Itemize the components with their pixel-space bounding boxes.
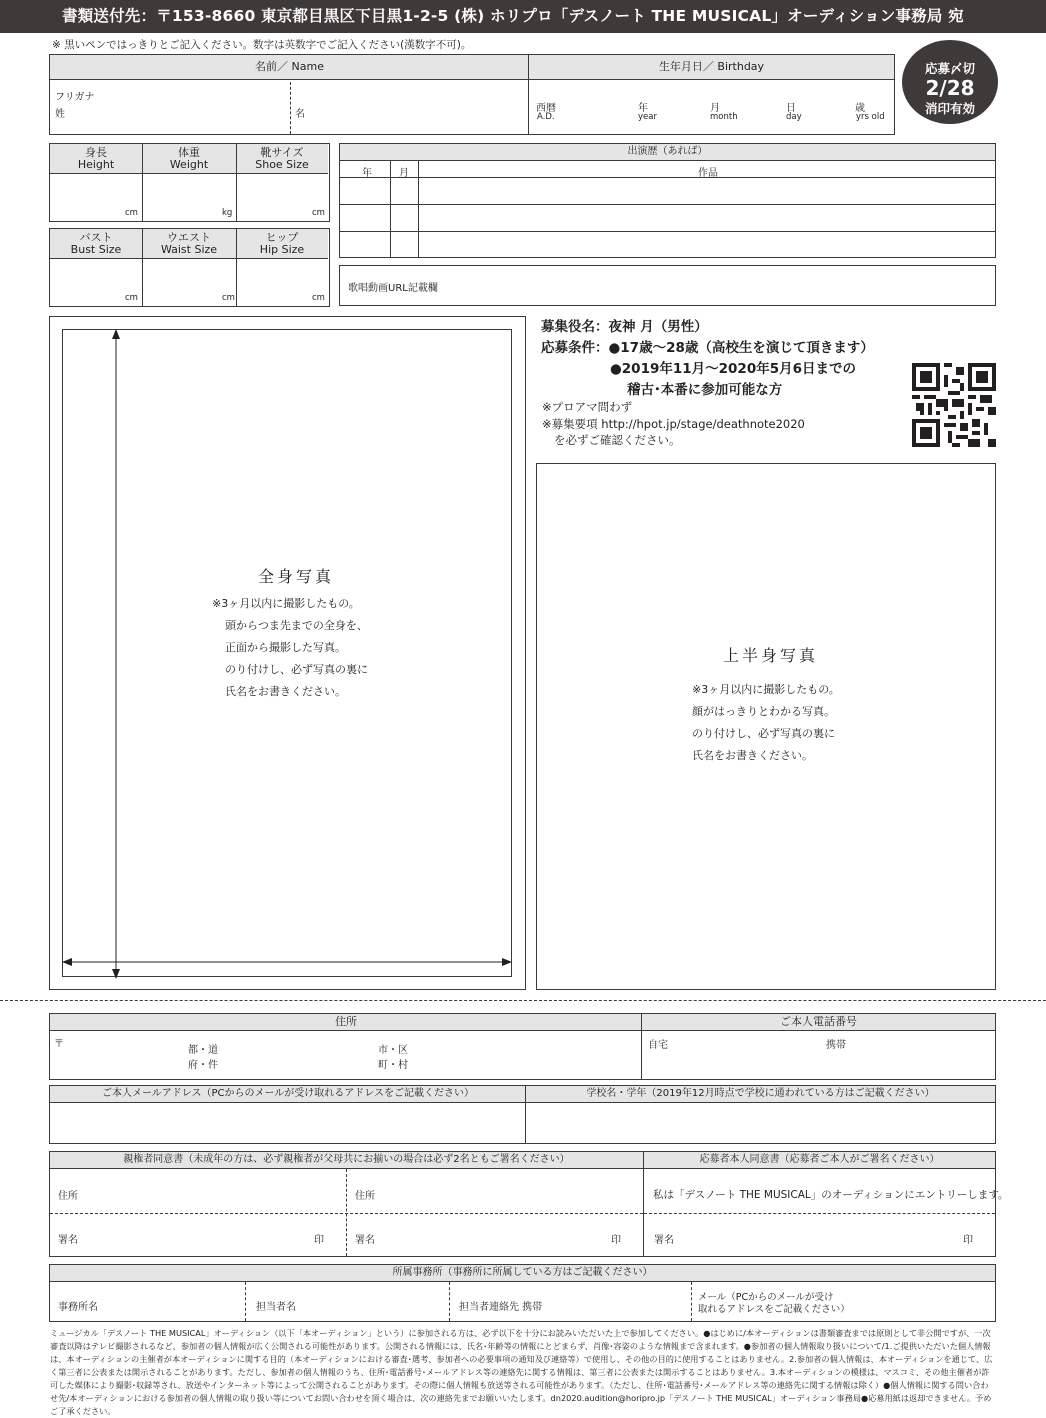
weight-header: 体重 Weight: [142, 144, 236, 174]
deadline-badge: [902, 40, 998, 124]
year-en-label: year: [638, 112, 657, 122]
mailing-address-banner: 書類送付先：〒153-8660 東京都目黒区下目黒1-2-5 (株) ホリプロ「デスノート THE MUSICAL」オーディション事務局 宛: [0, 0, 1046, 33]
upper-photo-note-2: 顔がはっきりとわかる写真。: [692, 705, 835, 718]
history-col-month: 月: [399, 168, 409, 179]
email-header: ご本人メールアドレス（PCからのメールが受け取れるアドレスをご記載ください）: [50, 1086, 526, 1103]
age-label: 歳: [855, 103, 865, 114]
applicant-signature-label: 署名: [654, 1235, 674, 1246]
role-title: 募集役名：夜神 月（男性）: [541, 319, 708, 335]
pro-amateur-note: ※プロアマ問わず: [542, 400, 633, 414]
guardian2-address-label: 住所: [355, 1191, 375, 1202]
age-en-label: yrs old: [856, 112, 885, 122]
full-photo-note-1: ※3ヶ月以内に撮影したもの。: [212, 597, 360, 610]
cut-line: [0, 1000, 1046, 1001]
weight-unit: kg: [222, 208, 233, 218]
full-body-photo-title: 全身写真: [258, 567, 335, 586]
url-label: 歌唱動画URL記載欄: [348, 283, 438, 294]
row-line: [340, 204, 995, 205]
month-label: 月: [710, 103, 720, 114]
entry-statement: 私は「デスノート THE MUSICAL」のオーディションにエントリーします。: [653, 1189, 1009, 1201]
furigana-label: フリガナ: [55, 92, 95, 103]
email-box[interactable]: [49, 1085, 527, 1144]
history-col-work: 作品: [698, 168, 718, 179]
year-label: 年: [638, 103, 648, 114]
guardian-signature-area[interactable]: [50, 1169, 643, 1256]
era-en-label: A.D.: [537, 112, 555, 122]
row-line: [340, 177, 995, 178]
agency-divider: [691, 1282, 692, 1321]
measurements-bottom-box: [49, 228, 330, 307]
guardian1-seal-label: 印: [314, 1235, 324, 1246]
qr-code-icon[interactable]: [912, 363, 996, 447]
divider: [236, 229, 237, 306]
given-name-label: 名: [295, 109, 305, 120]
performance-history-table: [339, 143, 996, 258]
bust-header: バスト Bust Size: [50, 229, 142, 259]
upper-body-photo-area[interactable]: [536, 463, 996, 990]
address-box[interactable]: [49, 1013, 643, 1080]
condition-age: 応募条件：●17歳～28歳（高校生を演じて頂きます）: [541, 340, 874, 356]
address-header: 住所: [50, 1014, 642, 1031]
divider: [142, 229, 143, 306]
full-photo-note-4: のり付けし、必ず写真の裏に: [225, 663, 368, 676]
deadline-label: 応募〆切: [924, 61, 975, 76]
name-box: [49, 54, 530, 135]
divider: [142, 144, 143, 221]
month-en-label: month: [710, 112, 738, 122]
guidelines-note: を必ずご確認ください。: [554, 433, 681, 447]
upper-body-photo-title: 上半身写真: [723, 646, 819, 665]
legal-notice: ミュージカル「デスノート THE MUSICAL」オーディション（以下「本オーディション」という）に参加される方は、必ず以下を十分にお読みいただいた上で参加してください。●はじめに/本オーディションは書類審査までは原則として非公開ですが、一次審査以降はテレビ撮影されるなど、参加者の個人情報が広く公開される可能性があります。公開される情報には、氏名･年齢等の情報にとどまらず、肖像･容姿のような情報まで含まれます。●参加者の個人情報取り扱いについて/1.ご提供いただいた個人情報は、本オーディションの主催者が本オーディションに関する目的（本オーディションにおける審査･選考、参加者への必要事項の通知及び連絡等）で使用し、その他の目的に使用することはありません。2.参加者の個人情報は、本オーディションを通じて、広く第三者に公表または開示されることがあります。ただし、参加者の個人情報のうち、住所･電話番号･メールアドレス等の連絡先に関する情報は、第三者に公表または開示することはありません。3.本オーディションの模様は、マスコミ、その他主催者が許可した媒体により撮影･収録等され、放送やインターネット等によって公開されることがあります。その際に個人情報も放送等される可能性があります。（ただし、住所･電話番号･メールアドレス等の連絡先に関する情報は除く）●個人情報に関する問い合わせ先/本オーディションにおける参加者の個人情報の取り扱い等についてお問い合わせを頂く場合は、次の連絡先までお願いいたします。dn2020.audition@horipro.jp「デスノート THE MUSICAL」オーディション事務局●応募用紙は返却できません。予めご了承ください。: [50, 1328, 993, 1416]
upper-photo-note-1: ※3ヶ月以内に撮影したもの。: [692, 683, 840, 696]
full-photo-note-5: 氏名をお書きください。: [225, 685, 346, 698]
applicant-consent-header: 応募者本人同意書（応募者ご本人がご署名ください）: [644, 1152, 995, 1169]
guidelines-url[interactable]: ※募集要項 http://hpot.jp/stage/deathnote2020: [542, 417, 805, 431]
agency-mail-label-1: メール（PCからのメールが受け: [698, 1292, 834, 1303]
deadline-date: 2/28: [925, 76, 975, 100]
guardian1-address-label: 住所: [58, 1191, 78, 1202]
agency-box[interactable]: [49, 1264, 996, 1322]
history-col-year: 年: [362, 168, 372, 179]
singing-video-url-box[interactable]: [339, 265, 996, 306]
guardian2-seal-label: 印: [611, 1235, 621, 1246]
full-photo-note-3: 正面から撮影した写真。: [225, 641, 346, 654]
shoe-size-unit: cm: [312, 208, 325, 218]
guardian-consent-box: [49, 1151, 644, 1257]
city-label-2: 町・村: [378, 1060, 408, 1071]
upper-photo-note-4: 氏名をお書きください。: [692, 749, 813, 762]
day-en-label: day: [786, 112, 802, 122]
agency-divider: [449, 1282, 450, 1321]
height-header: 身長 Height: [50, 144, 142, 174]
prefecture-label-1: 都・道: [188, 1045, 218, 1056]
postal-mark: 〒: [54, 1039, 64, 1050]
mobile-phone-label: 携帯: [826, 1040, 846, 1051]
agency-person-label: 担当者名: [256, 1302, 296, 1313]
guardian2-signature-label: 署名: [355, 1235, 375, 1246]
school-header: 学校名・学年（2019年12月時点で学校に通われている方はご記載ください）: [526, 1086, 995, 1103]
divider: [418, 161, 419, 257]
condition-period-2: 稽古･本番に参加可能な方: [627, 382, 783, 398]
phone-box[interactable]: [641, 1013, 996, 1080]
phone-header: ご本人電話番号: [642, 1014, 995, 1031]
prefecture-label-2: 府・件: [188, 1060, 218, 1071]
shoe-size-header: 靴サイズ Shoe Size: [236, 144, 328, 174]
agency-contact-label: 担当者連絡先 携帯: [459, 1302, 543, 1313]
birthday-header: 生年月日／ Birthday: [529, 55, 894, 80]
upper-photo-note-3: のり付けし、必ず写真の裏に: [692, 727, 835, 740]
name-input-area[interactable]: [50, 80, 529, 134]
agency-divider: [245, 1282, 246, 1321]
divider: [390, 161, 391, 257]
applicant-seal-label: 印: [963, 1235, 973, 1246]
guardian-header: 親権者同意書（未成年の方は、必ず親権者が父母共にお揃いの場合は必ず2名ともご署名ください）: [50, 1152, 643, 1169]
home-phone-label: 自宅: [648, 1040, 668, 1051]
divider: [236, 144, 237, 221]
hip-unit: cm: [312, 293, 325, 303]
agency-name-label: 事務所名: [58, 1302, 98, 1313]
applicant-signature-area[interactable]: [644, 1213, 995, 1256]
history-header: 出演歴（あれば）: [340, 144, 995, 161]
waist-header: ウエスト Waist Size: [142, 229, 236, 259]
height-unit: cm: [125, 208, 138, 218]
guardian1-signature-label: 署名: [58, 1235, 78, 1246]
waist-unit: cm: [222, 293, 235, 303]
full-body-photo-area[interactable]: [49, 316, 526, 990]
era-label: 西暦: [536, 103, 556, 114]
applicant-consent-box: [643, 1151, 1009, 1257]
row-line: [340, 231, 995, 232]
birthday-box: [528, 54, 895, 135]
full-photo-note-2: 頭からつま先までの全身を、: [225, 619, 368, 632]
agency-mail-label-2: 取れるアドレスをご記載ください）: [698, 1304, 850, 1315]
day-label: 日: [786, 103, 796, 114]
hip-header: ヒップ Hip Size: [236, 229, 328, 259]
agency-header: 所属事務所（事務所に所属している方はご記載ください）: [50, 1265, 995, 1282]
name-header: 名前／ Name: [50, 55, 529, 80]
condition-period: ●2019年11月～2020年5月6日までの: [610, 361, 856, 377]
surname-label: 姓: [55, 109, 65, 120]
bust-unit: cm: [125, 293, 138, 303]
school-box[interactable]: [525, 1085, 996, 1144]
postmark-note: 消印有効: [924, 101, 975, 116]
city-label-1: 市・区: [378, 1045, 408, 1056]
measurements-top-box: [49, 143, 330, 222]
instruction-note: ※ 黒いペンではっきりとご記入ください。数字は英数字でご記入ください(漢数字不可)。: [52, 39, 472, 51]
